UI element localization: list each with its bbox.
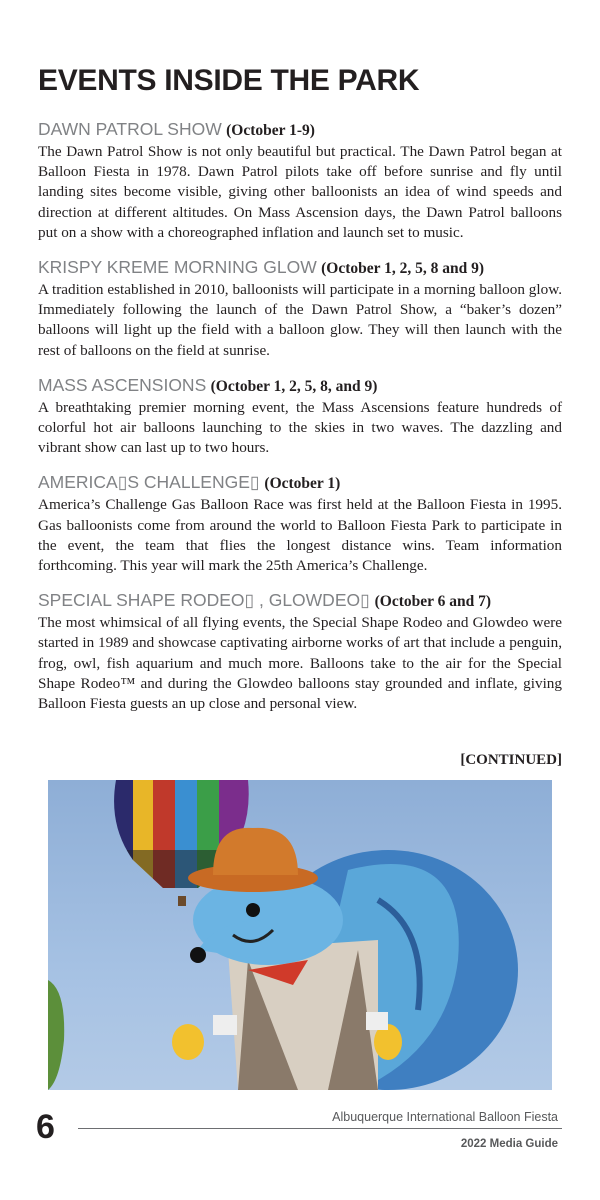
event-section — [38, 589, 562, 714]
event-section — [38, 374, 562, 459]
event-description: A tradition established in 2010, balloonists will participate in a morning balloon glow. Immediately following the launch of the Dawn Patrol Show, a “baker’s dozen” balloons will light up the field with a balloon glow. They will then launch with the rest of balloons on the field at sunrise. — [38, 281, 562, 359]
footer-publication: Albuquerque International Balloon Fiesta — [332, 1110, 558, 1124]
event-description: The Dawn Patrol Show is not only beautiful but practical. The Dawn Patrol began at Balloon Fiesta in 1978. Dawn Patrol pilots take off before sunrise and fly until landing sites become visible, giving other balloonists an idea of wind speeds and direction at different altitudes. On Mass Ascension days, the Dawn Patrol balloons put on a show with a choreographed inflation and launch set to music. — [38, 143, 562, 241]
special-shape-balloon-illustration — [48, 780, 552, 1090]
balloon-photo — [48, 780, 552, 1090]
event-dates: (October 1, 2, 5, 8, and 9) — [210, 377, 378, 395]
footer-divider — [78, 1128, 562, 1129]
continued-label: [CONTINUED] — [460, 752, 562, 768]
footer-guide: 2022 Media Guide — [460, 1138, 558, 1150]
event-name: SPECIAL SHAPE RODEO▯ , GLOWDEO▯ — [38, 590, 375, 611]
page-title: EVENTS INSIDE THE PARK — [38, 64, 420, 97]
event-dates: (October 1) — [264, 475, 341, 493]
event-name: MASS ASCENSIONS — [38, 374, 207, 395]
event-section — [38, 256, 562, 361]
events-list — [38, 118, 562, 727]
event-dates: (October 6 and 7) — [374, 593, 491, 611]
event-name: KRISPY KREME MORNING GLOW — [38, 257, 317, 278]
event-dates: (October 1-9) — [226, 122, 315, 139]
event-name: AMERICA▯S CHALLENGE▯ — [38, 472, 265, 493]
event-description: The most whimsical of all flying events, the Special Shape Rodeo and Glowdeo were started in 1989 and showcase captivating airborne works of art that include a penguin, frog, owl, fish aquarium and much more. Balloons take to the air for the Special Shape Rodeo™ and during the Glowdeo balloons stay grounded and inflate, giving Balloon Fiesta guests an up close and personal view. — [38, 614, 562, 713]
event-name: DAWN PATROL SHOW — [38, 119, 222, 139]
event-section — [38, 471, 562, 576]
page-number: 6 — [36, 1108, 55, 1146]
event-section — [38, 118, 562, 243]
event-dates: (October 1, 2, 5, 8 and 9) — [321, 260, 485, 278]
event-description: America’s Challenge Gas Balloon Race was first held at the Balloon Fiesta in 1995. Gas balloonists come from around the world to Balloon Fiesta Park to participate in the event, the team that flies the longest distance wins. Team information forthcoming. This year will mark the 25th America’s Challenge. — [38, 496, 562, 575]
event-description: A breathtaking premier morning event, the Mass Ascensions feature hundreds of colorful hot air balloons launching to the skies in two waves. The dazzling and vibrant show can last up to two hours. — [38, 398, 562, 457]
